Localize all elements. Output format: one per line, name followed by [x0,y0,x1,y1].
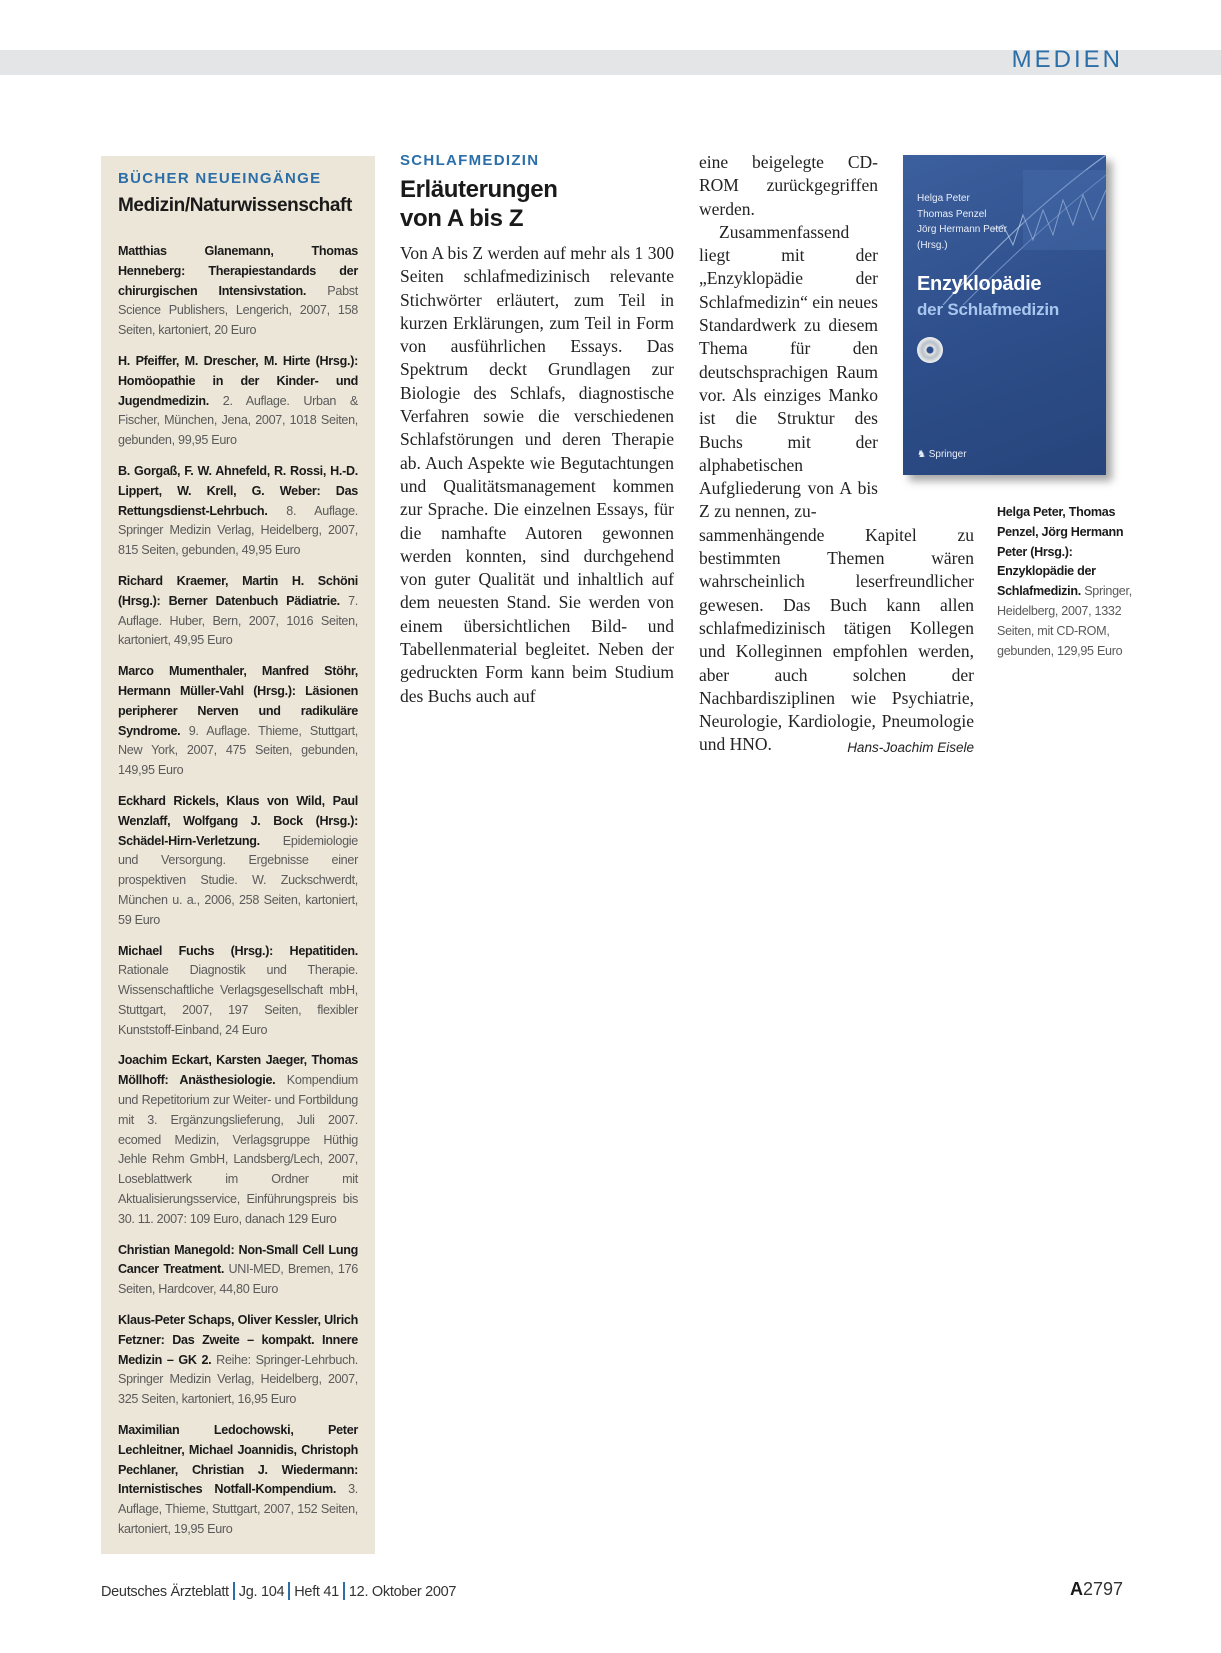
article-column-1 [400,152,674,708]
book-entry-details: Reihe: Springer-Lehrbuch. Springer Medizin Verlag, Heidelberg, 2007, 325 Seiten, kartoniert, 16,95 Euro [118,1352,358,1407]
footer-separator [343,1582,345,1600]
book-entry [118,1421,358,1540]
article-paragraph: Zusammenfassend liegt mit der „Enzyklopädie der Schlafmedizin“ ein neues Standardwerk zu diesem Thema für den deutschsprachigen Raum vor. Als einziges Manko ist die Struktur des Buchs mit der alphabetischen Aufgliederung von A bis Z zu nennen, zu- [699,221,878,522]
book-entry-details: Kompendium und Repetitorium zur Weiter- und Fortbildung mit 3. Ergänzungslieferung, Juli 2007. ecomed Medizin, Verlagsgruppe Hüthig Jehle Rehm GmbH, Landsberg/Lech, 2007, Loseblattwerk im Ordner mit Aktualisierungsservice, Einführungspreis bis 30. 11. 2007: 109 Euro, danach 129 Euro [118,1073,358,1226]
cover-authors [917,191,1007,253]
sidebar-title: Medizin/Naturwissenschaft [118,195,352,216]
cover-publisher-label: Springer [928,449,967,460]
book-entry-details: 2. Auflage. Urban & Fischer, München, Jena, 2007, 1018 Seiten, gebunden, 99,95 Euro [118,393,358,448]
book-entry-title: Eckhard Rickels, Klaus von Wild, Paul Wenzlaff, Wolfgang J. Bock (Hrsg.): Schädel-Hirn-Verletzung. [118,793,358,848]
page-number [1070,1579,1123,1600]
footer-separator [233,1582,235,1600]
cover-caption [997,503,1137,661]
footer-separator [288,1582,290,1600]
book-entry-title: Joachim Eckart, Karsten Jaeger, Thomas Möllhoff: Anästhesiologie. [118,1053,358,1088]
book-entry [118,462,358,561]
springer-horse-icon: ♞ [917,449,929,460]
book-entry-details: Epidemiologie und Versorgung. Ergebnisse einer prospektiven Studie. W. Zuckschwerdt, München u. a., 2006, 258 Seiten, kartoniert, 59 Euro [118,833,358,927]
cover-title: Enzyklopädie [917,273,1042,295]
caption-title: Helga Peter, Thomas Penzel, Jörg Hermann Peter (Hrsg.): Enzyklopädie der Schlafmedizin. [997,505,1124,599]
book-entry [118,792,358,931]
article-paragraph [699,524,974,757]
book-entry-title: Christian Manegold: Non-Small Cell Lung Cancer Treatment. [118,1242,358,1277]
book-cover-image [903,155,1106,475]
cover-author: Thomas Penzel [917,208,987,220]
book-entry-details: Pabst Science Publishers, Lengerich, 2007, 158 Seiten, kartoniert, 20 Euro [118,283,358,338]
book-entry-title: B. Gorgaß, F. W. Ahnefeld, R. Rossi, H.-D. Lippert, W. Krell, G. Weber: Das Rettungsdienst-Lehrbuch. [118,463,358,518]
book-entry-details: 8. Auflage. Springer Medizin Verlag, Heidelberg, 2007, 815 Seiten, gebunden, 49,95 Euro [118,503,358,558]
book-entry-title: H. Pfeiffer, M. Drescher, M. Hirte (Hrsg.): Homöopathie in der Kinder- und Jugendmedizin. [118,353,358,408]
cover-publisher [917,449,967,460]
page-prefix: A [1069,1579,1083,1599]
book-entry-title: Michael Fuchs (Hrsg.): Hepatitiden. [118,943,358,958]
book-list [118,242,358,1540]
cover-subtitle: der Schlafmedizin [917,300,1060,319]
book-entry [118,1051,358,1229]
cd-rom-icon [917,337,943,363]
cover-author: Helga Peter [917,193,970,204]
footer-volume: Jg. 104 [238,1584,285,1600]
article-headline: Erläuterungen von A bis Z [400,176,558,232]
sidebar-new-books [101,156,375,1554]
book-entry-title: Klaus-Peter Schaps, Oliver Kessler, Ulrich Fetzner: Das Zweite – kompakt. Innere Medizin – GK 2. [118,1313,358,1367]
book-entry [118,1241,358,1300]
book-entry-title: Matthias Glanemann, Thomas Henneberg: Therapiestandards der chirurgischen Intensivstation. [118,244,358,298]
book-entry [118,662,358,781]
book-entry [118,1311,358,1410]
article-kicker: SCHLAFMEDIZIN [400,152,540,169]
book-entry-details: UNI-MED, Bremen, 176 Seiten, Hardcover, 44,80 Euro [118,1262,358,1297]
footer-date: 12. Oktober 2007 [348,1584,457,1600]
page-number-value: 2797 [1082,1579,1123,1599]
section-label: MEDIEN [1011,46,1123,73]
article-body-col1: Von A bis Z werden auf mehr als 1 300 Seiten schlafmedizinisch relevante Stichwörter erläutert, zum Teil in kurzen Erklärungen, zum Teil in Form von ausführlichen Essays. Das Spektrum deckt Grundlagen zur Biologie des Schlafs, diagnostische Verfahren sowie die verschiedenen Schlafstörungen und deren Therapie ab. Auch Aspekte wie Begutachtungen und Qualitätsmanagement kommen zur Sprache. Die einzelnen Essays, für die namhafte Autoren gewonnen werden konnten, sind durchgehend von guter Qualität und inhaltlich auf dem neuesten Stand. Sie werden von einem übersichtlichen Bild- und Tabellenmaterial begleitet. Neben der gedruckten Form kann beim Studium des Buchs auch auf [400,243,674,706]
footer-journal: Deutsches Ärzteblatt [101,1584,229,1600]
article-paragraph-end: sammenhängende Kapitel zu bestimmten Themen wären wahrscheinlich leserfreundlicher gewesen. Das Buch kann allen schlafmedizinisch tätigen Kollegen und Kolleginnen empfohlen werden, aber auch solchen der Nachbardisziplinen wie Psychiatrie, Neurologie, Kardiologie, Pneumologie und HNO. [699,524,974,755]
book-entry-details: 7. Auflage. Huber, Bern, 2007, 1016 Seiten, kartoniert, 49,95 Euro [118,593,358,648]
book-entry-title: Richard Kraemer, Martin H. Schöni (Hrsg.): Berner Datenbuch Pädiatrie. [118,573,358,608]
book-entry-title: Maximilian Ledochowski, Peter Lechleitner, Michael Joannidis, Christoph Pechlaner, Christian J. Wiedermann: Internistisches Notfall-Kompendium. [118,1423,358,1497]
sidebar-kicker: BÜCHER NEUEINGÄNGE [118,170,322,187]
book-entry-details: Rationale Diagnostik und Therapie. Wissenschaftliche Verlagsgesellschaft mbH, Stuttgart, 2007, 197 Seiten, flexibler Kunststoff-Einband, 24 Euro [118,963,358,1037]
article-author: Hans-Joachim Eisele [847,740,974,756]
book-entry-details: 9. Auflage. Thieme, Stuttgart, New York, 2007, 475 Seiten, gebunden, 149,95 Euro [118,723,358,778]
article-paragraph: eine beigelegte CD-ROM zurückgegriffen werden. [699,152,878,219]
book-entry-details: 3. Auflage, Thieme, Stuttgart, 2007, 152 Seiten, kartoniert, 19,95 Euro [118,1482,359,1537]
cover-author: (Hrsg.) [917,239,948,251]
footer-issue: Heft 41 [294,1584,339,1600]
caption-details: Springer, Heidelberg, 2007, 1332 Seiten, mit CD-ROM, gebunden, 129,95 Euro [997,584,1132,658]
book-entry-title: Marco Mumenthaler, Manfred Stöhr, Hermann Müller-Vahl (Hrsg.): Läsionen peripherer Nerven und radikuläre Syndrome. [118,664,358,738]
book-entry [118,942,358,1041]
page-footer [101,1582,456,1600]
book-entry [118,242,358,341]
book-entry [118,352,358,451]
cover-author: Jörg Hermann Peter [917,224,1008,235]
book-entry [118,572,358,651]
